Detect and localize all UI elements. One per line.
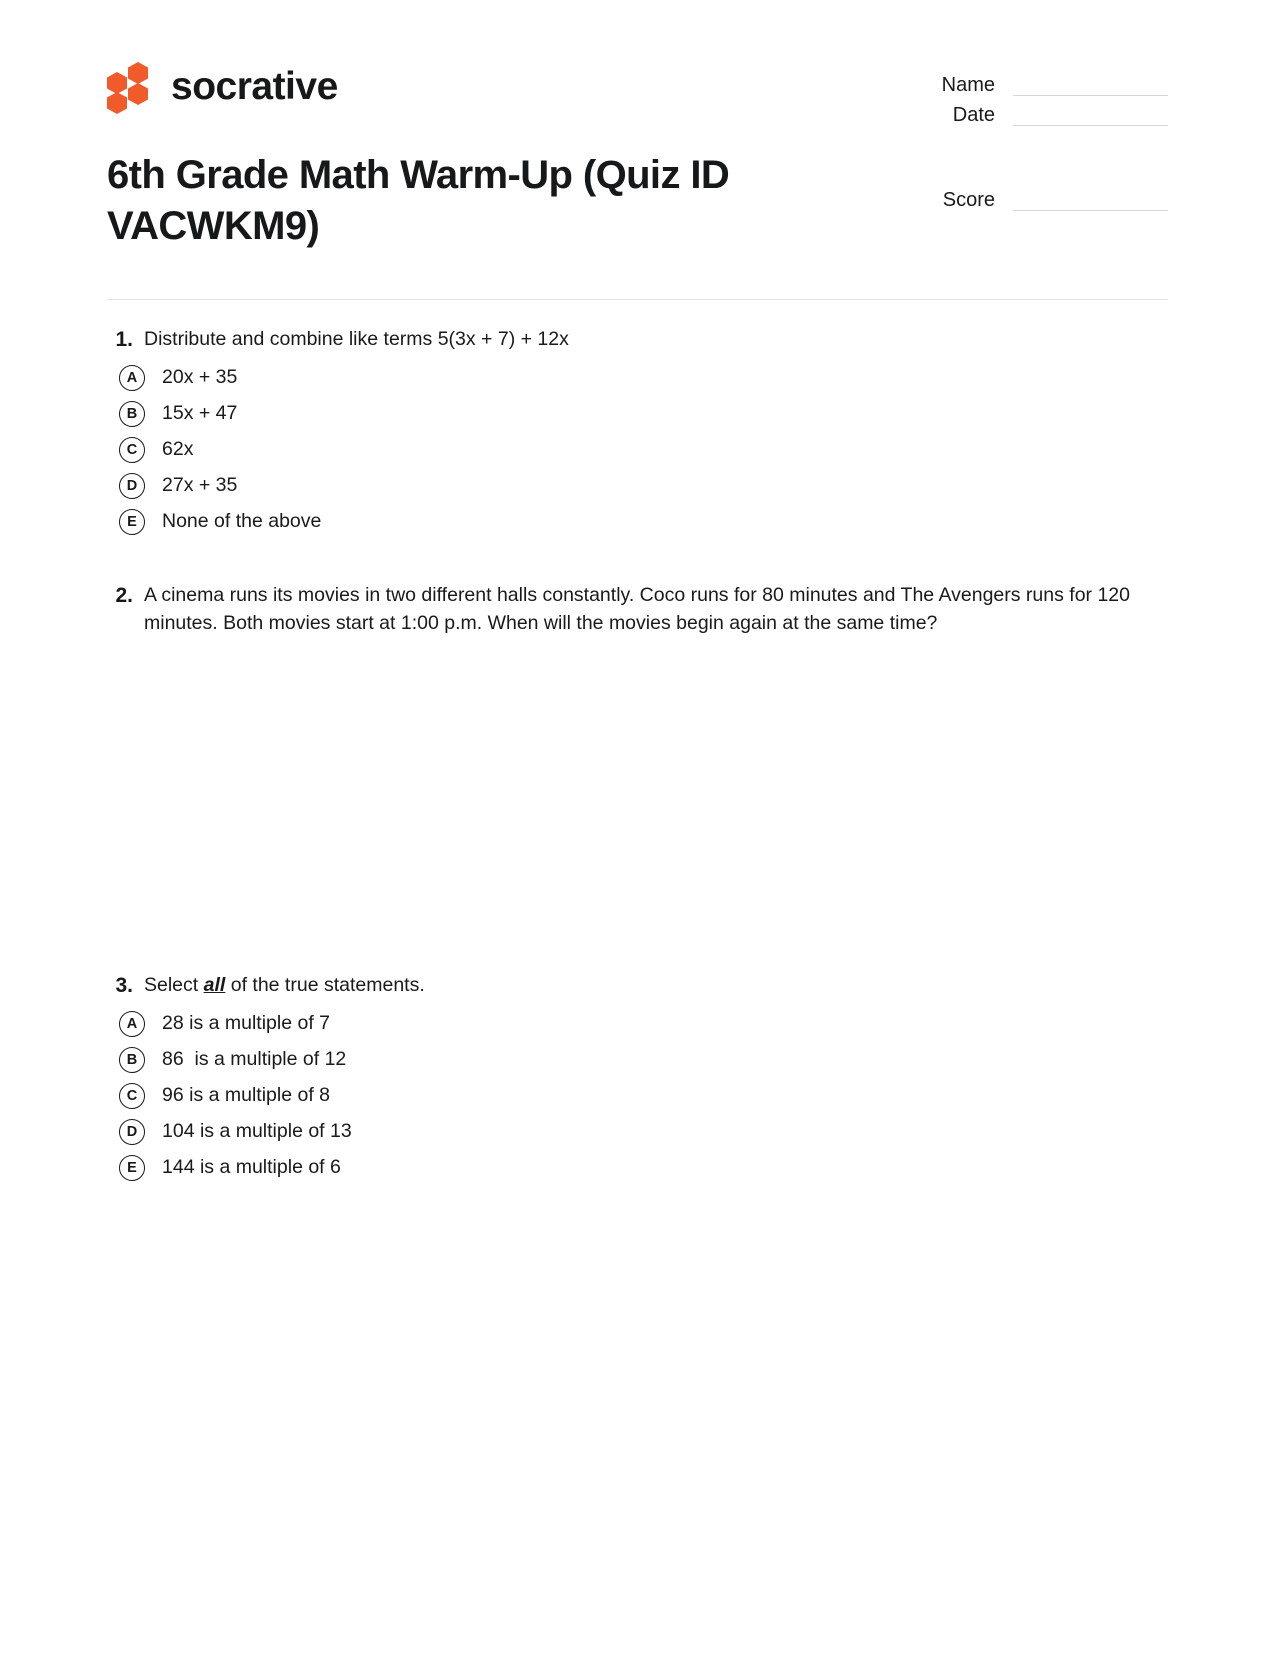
brand-name: socrative [171, 64, 338, 108]
question-header [107, 325, 1168, 355]
question-text-before: Select [144, 974, 204, 997]
option-text: 27x + 35 [162, 474, 238, 497]
question-text [144, 971, 1168, 999]
option-text: 20x + 35 [162, 366, 238, 389]
question-item [107, 971, 1168, 1181]
option-bubble-e[interactable]: E [119, 509, 145, 535]
question-header [107, 581, 1168, 638]
hexagon-icon [107, 92, 127, 114]
question-header [107, 971, 1168, 1001]
page-header [107, 62, 1168, 249]
option-text: 104 is a multiple of 13 [162, 1120, 352, 1143]
page-title: 6th Grade Math Warm-Up (Quiz ID VACWKM9) [107, 153, 730, 249]
date-label: Date [952, 104, 995, 126]
answer-option[interactable] [107, 509, 1168, 535]
question-text-after: of the true statements. [225, 974, 425, 997]
option-bubble-c[interactable]: C [119, 1083, 145, 1109]
option-bubble-b[interactable]: B [119, 1047, 145, 1073]
option-text: 86 is a multiple of 12 [162, 1048, 347, 1071]
score-label: Score [942, 189, 995, 211]
name-field-row [868, 74, 1168, 96]
spacer [107, 545, 1168, 581]
date-input-line[interactable] [1013, 105, 1168, 126]
question-item [107, 581, 1168, 938]
score-input-line[interactable] [1013, 190, 1168, 211]
free-response-space[interactable] [107, 637, 1168, 937]
option-bubble-e[interactable]: E [119, 1155, 145, 1181]
answer-option[interactable] [107, 401, 1168, 427]
option-text: 62x [162, 438, 194, 461]
answer-option[interactable] [107, 1083, 1168, 1109]
score-field-row [868, 189, 1168, 211]
answer-option[interactable] [107, 473, 1168, 499]
answer-option[interactable] [107, 1155, 1168, 1181]
question-text-emphasis: all [203, 974, 226, 997]
option-text: None of the above [162, 510, 322, 533]
answer-option[interactable] [107, 1047, 1168, 1073]
question-list [107, 325, 1168, 1191]
option-text: 96 is a multiple of 8 [162, 1084, 331, 1107]
student-info-fields [868, 74, 1168, 219]
question-item [107, 325, 1168, 535]
option-text: 28 is a multiple of 7 [162, 1012, 331, 1035]
answer-option[interactable] [107, 365, 1168, 391]
option-bubble-a[interactable]: A [119, 1011, 145, 1037]
option-bubble-b[interactable]: B [119, 401, 145, 427]
hexagon-cluster-icon [107, 62, 155, 110]
option-text: 15x + 47 [162, 402, 238, 425]
option-bubble-a[interactable]: A [119, 365, 145, 391]
answer-options [107, 365, 1168, 535]
option-bubble-c[interactable]: C [119, 437, 145, 463]
question-number: 3. [115, 974, 133, 998]
answer-option[interactable] [107, 1011, 1168, 1037]
hexagon-icon [107, 72, 127, 94]
header-divider [107, 299, 1168, 300]
question-number: 1. [115, 328, 133, 351]
name-label: Name [941, 74, 995, 96]
answer-options [107, 1011, 1168, 1181]
spacer [107, 937, 1168, 971]
name-input-line[interactable] [1013, 75, 1168, 96]
question-text: Distribute and combine like terms 5(3x + 7) + 12x [144, 328, 569, 350]
question-number: 2. [115, 583, 133, 607]
option-bubble-d[interactable]: D [119, 473, 145, 499]
answer-option[interactable] [107, 437, 1168, 463]
hexagon-icon [128, 62, 148, 84]
answer-option[interactable] [107, 1119, 1168, 1145]
option-bubble-d[interactable]: D [119, 1119, 145, 1145]
question-text: A cinema runs its movies in two different halls constantly. Coco runs for 80 minutes and The Avengers runs for 120 minutes. Both movies start at 1:00 p.m. When will the movies begin again at the same time? [144, 583, 1130, 635]
hexagon-icon [128, 83, 148, 105]
date-field-row [868, 104, 1168, 126]
option-text: 144 is a multiple of 6 [162, 1156, 341, 1179]
socrative-logo [107, 62, 338, 110]
